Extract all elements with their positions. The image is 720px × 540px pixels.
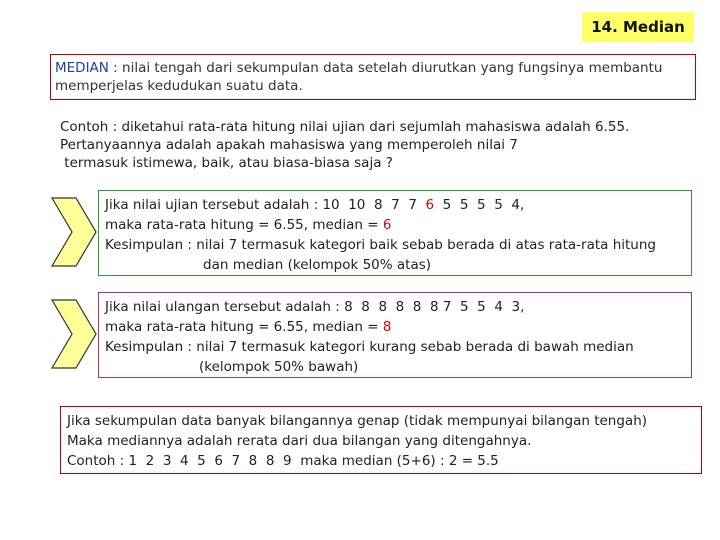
- case-box-below-median: [98, 292, 692, 378]
- note-line-3: Contoh : 1 2 3 4 5 6 7 8 8 9 maka median (5+6) : 2 = 5.5: [67, 453, 499, 469]
- definition-keyword: MEDIAN: [55, 60, 109, 76]
- case1-data-prefix: Jika nilai ujian tersebut adalah : 10 10 8 7 7: [105, 197, 426, 213]
- case1-stats-prefix: maka rata-rata hitung = 6.55, median =: [105, 217, 383, 233]
- case1-conclusion: Kesimpulan : nilai 7 termasuk kategori baik sebab berada di atas rata-rata hitung: [105, 237, 656, 253]
- case2-stats: [105, 317, 685, 337]
- case1-data: [105, 195, 685, 215]
- question-line-1: Contoh : diketahui rata-rata hitung nilai ujian dari sejumlah mahasiswa adalah 6.55.: [60, 119, 630, 135]
- case2-stats-prefix: maka rata-rata hitung = 6.55, median =: [105, 319, 383, 335]
- even-count-note-box: [60, 406, 702, 474]
- question-line-2: Pertanyaannya adalah apakah mahasiswa yang memperoleh nilai 7: [60, 137, 518, 153]
- case1-data-suffix: 5 5 5 5 4,: [434, 197, 525, 213]
- case1-data-median: 6: [425, 197, 435, 213]
- case2-data: Jika nilai ulangan tersebut adalah : 8 8 8 8 8 8 7 5 5 4 3,: [105, 299, 525, 315]
- right-arrow-icon: [50, 196, 98, 268]
- case1-conclusion-cont: dan median (kelompok 50% atas): [203, 257, 432, 273]
- note-line-2: Maka mediannya adalah rerata dari dua bilangan yang ditengahnya.: [67, 433, 532, 449]
- case1-stats: [105, 215, 685, 235]
- case-box-above-average: [98, 190, 692, 276]
- definition-text: : nilai tengah dari sekumpulan data setelah diurutkan yang fungsinya membantu memperjelas kedudukan suatu data.: [55, 60, 663, 94]
- note-line-1: Jika sekumpulan data banyak bilangannya genap (tidak mempunyai bilangan tengah): [67, 413, 648, 429]
- case2-conclusion: Kesimpulan : nilai 7 termasuk kategori kurang sebab berada di bawah median: [105, 339, 634, 355]
- case1-stats-median: 6: [382, 217, 392, 233]
- case2-stats-median: 8: [382, 319, 392, 335]
- right-arrow-icon: [50, 298, 98, 370]
- question-line-3: termasuk istimewa, baik, atau biasa-biasa saja ?: [60, 155, 393, 171]
- slide-title: 14. Median: [582, 12, 694, 42]
- example-question: [60, 118, 700, 172]
- definition-box: [50, 54, 696, 100]
- case2-conclusion-cont: (kelompok 50% bawah): [199, 359, 359, 375]
